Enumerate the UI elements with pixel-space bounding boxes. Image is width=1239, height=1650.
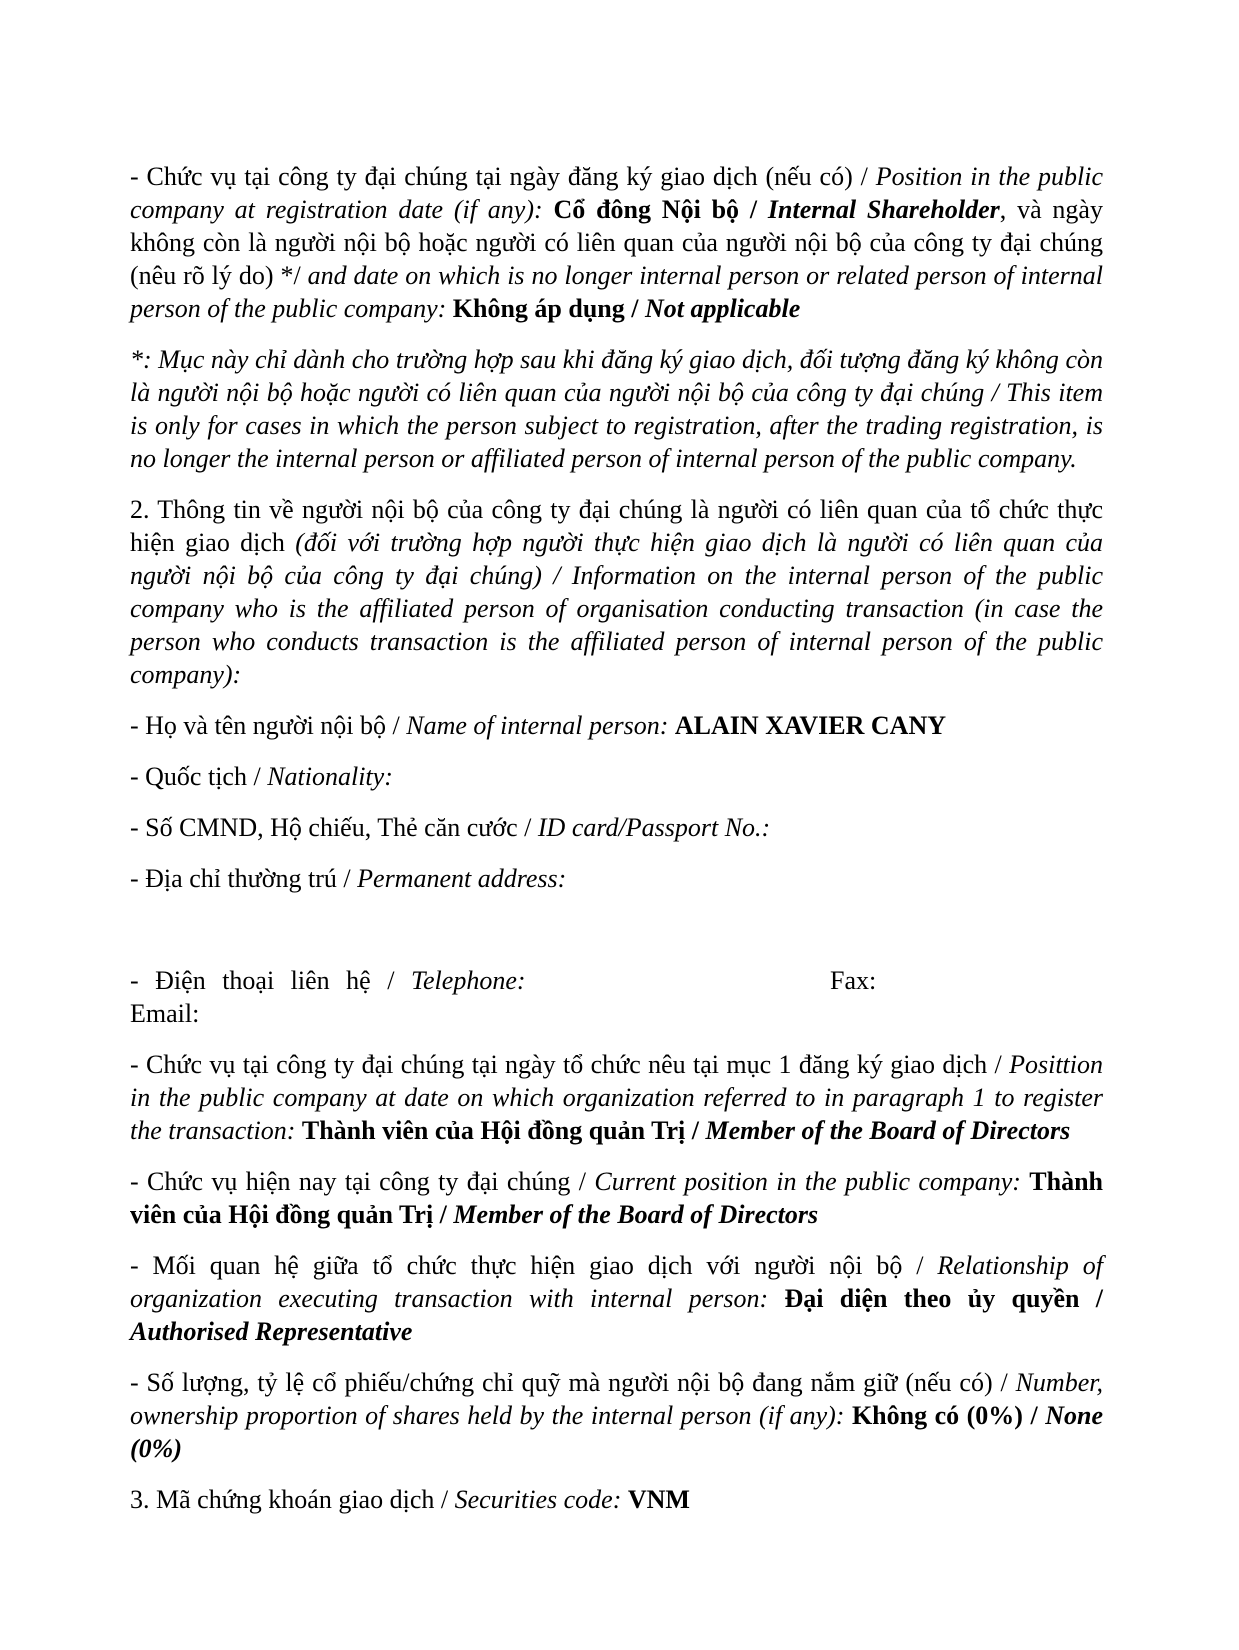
- position-registration-continued-vn: , và ngày không còn là người nội bộ hoặc người có liên quan của người nội bộ của công ty đại chúng (nêu rõ lý do) */: [130, 195, 1103, 290]
- permanent-address-label-vn: - Địa chỉ thường trú /: [130, 864, 358, 893]
- blank-line: [130, 913, 1103, 946]
- internal-person-name-label-en: Name of internal person:: [406, 711, 675, 740]
- position-registration-value2-en: Not applicable: [644, 294, 801, 323]
- relationship-value-en: Authorised Representative: [130, 1317, 413, 1346]
- current-position-value-vn: Thành viên của Hội đồng quản Trị /: [130, 1167, 1104, 1229]
- position-registration-label-vn: - Chức vụ tại công ty đại chúng tại ngày đăng ký giao dịch (nếu có) /: [130, 162, 876, 191]
- telephone-label-vn: - Điện thoại liên hệ /: [130, 966, 411, 995]
- securities-code-label-en: Securities code:: [454, 1485, 628, 1514]
- paragraph-footnote: [130, 343, 1103, 475]
- paragraph-shares-held: [130, 1366, 1103, 1465]
- section2-heading-en: (đối với trường hợp người thực hiện giao dịch là người có liên quan của người nội bộ của công ty đại chúng) / Information on the internal person of the public company who is the affiliated person of organisation conducting transaction (in case the person who conducts transaction is the affiliated person of internal person of the public company):: [130, 528, 1104, 689]
- nationality-label-vn: - Quốc tịch /: [130, 762, 268, 791]
- position-registration-label-en: Position in the public company at registration date (if any):: [130, 162, 1103, 224]
- relationship-label-en: Relationship of organization executing transaction with internal person:: [130, 1251, 1103, 1313]
- position-registration-value-vn: Cổ đông Nội bộ /: [553, 195, 768, 224]
- paragraph-permanent-address: [130, 862, 1103, 895]
- id-card-label-en: ID card/Passport No.:: [537, 813, 771, 842]
- internal-person-name-value: ALAIN XAVIER CANY: [674, 711, 947, 740]
- telephone-label-en: Telephone:: [410, 966, 526, 995]
- securities-code-label-vn: 3. Mã chứng khoán giao dịch /: [130, 1485, 455, 1514]
- position-org-value-en: Member of the Board of Directors: [705, 1116, 1071, 1145]
- paragraph-id-card: [130, 811, 1103, 844]
- paragraph-relationship: [130, 1249, 1103, 1348]
- permanent-address-label-en: Permanent address:: [357, 864, 567, 893]
- paragraph-current-position: [130, 1165, 1103, 1231]
- shares-held-label-en: Number, ownership proportion of shares held by the internal person (if any):: [130, 1368, 1103, 1430]
- relationship-value-vn: Đại diện theo ủy quyền /: [784, 1284, 1103, 1313]
- current-position-value-en: Member of the Board of Directors: [453, 1200, 819, 1229]
- relationship-label-vn: - Mối quan hệ giữa tổ chức thực hiện giao dịch với người nội bộ /: [130, 1251, 938, 1280]
- shares-held-value-en: None (0%): [130, 1401, 1103, 1463]
- shares-held-label-vn: - Số lượng, tỷ lệ cổ phiếu/chứng chỉ quỹ mà người nội bộ đang nắm giữ (nếu có) /: [130, 1368, 1016, 1397]
- paragraph-section2-heading: [130, 493, 1103, 691]
- id-card-label-vn: - Số CMND, Hộ chiếu, Thẻ căn cước /: [130, 813, 538, 842]
- position-registration-continued-en: and date on which is no longer internal person or related person of internal person of the public company:: [130, 261, 1103, 323]
- position-registration-value-en: Internal Shareholder: [767, 195, 1000, 224]
- paragraph-securities-code: [130, 1483, 1103, 1516]
- current-position-label-en: Current position in the public company:: [594, 1167, 1030, 1196]
- paragraph-position-at-org-registration: [130, 1048, 1103, 1147]
- position-org-value-vn: Thành viên của Hội đồng quản Trị /: [301, 1116, 706, 1145]
- footnote-text: *: Mục này chỉ dành cho trường hợp sau khi đăng ký giao dịch, đối tượng đăng ký không còn là người nội bộ hoặc người có liên quan của người nội bộ của công ty đại chúng / This item is only for cases in which the person subject to registration, after the trading registration, is no longer the internal person or affiliated person of internal person of the public company.: [130, 345, 1103, 473]
- securities-code-value: VNM: [627, 1485, 690, 1514]
- paragraph-internal-person-name: [130, 709, 1103, 742]
- position-org-label-en: Posittion in the public company at date on which organization referred to in paragraph 1 to register the transaction:: [130, 1050, 1103, 1145]
- shares-held-value-vn: Không có (0%) /: [851, 1401, 1046, 1430]
- email-label: Email:: [130, 999, 200, 1028]
- position-registration-value2-vn: Không áp dụng /: [452, 294, 645, 323]
- internal-person-name-label-vn: - Họ và tên người nội bộ /: [130, 711, 407, 740]
- section2-heading-vn: 2. Thông tin về người nội bộ của công ty đại chúng là người có liên quan của tổ chức thực hiện giao dịch: [130, 495, 1103, 557]
- paragraph-contact: [130, 964, 1103, 1030]
- paragraph-position-at-registration: [130, 160, 1103, 325]
- paragraph-nationality: [130, 760, 1103, 793]
- fax-label: Fax:: [830, 966, 877, 995]
- position-org-label-vn: - Chức vụ tại công ty đại chúng tại ngày tổ chức nêu tại mục 1 đăng ký giao dịch /: [130, 1050, 1010, 1079]
- nationality-label-en: Nationality:: [267, 762, 393, 791]
- current-position-label-vn: - Chức vụ hiện nay tại công ty đại chúng /: [130, 1167, 595, 1196]
